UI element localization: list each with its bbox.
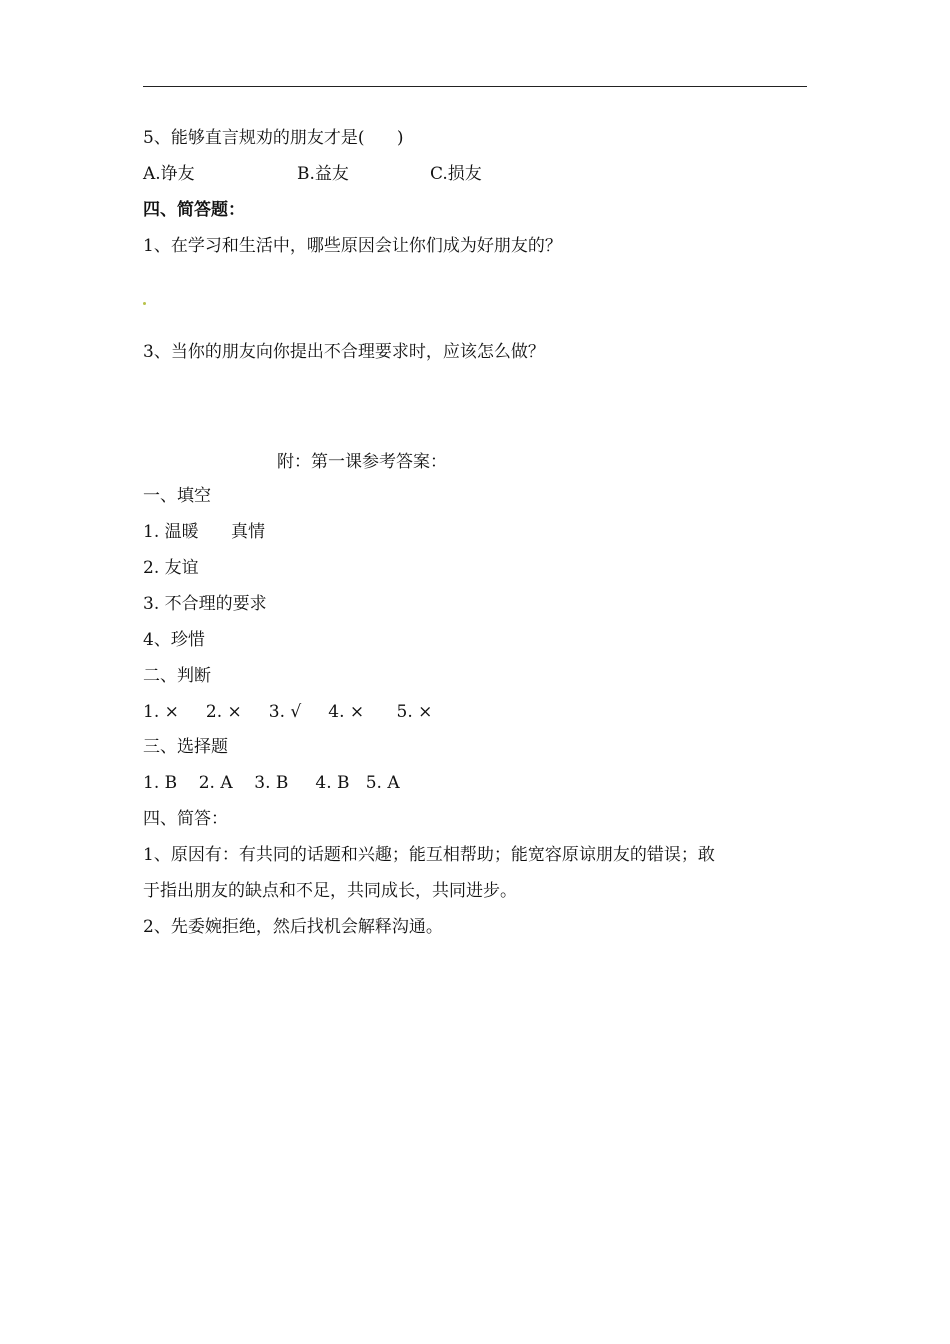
header-rule: [143, 86, 807, 87]
short-answer-2: 2、先委婉拒绝，然后找机会解释沟通。: [143, 917, 443, 937]
option-c: C.损友: [430, 164, 482, 184]
fill-answer-1: 1. 温暖 真情: [143, 522, 266, 542]
fill-answer-2: 2. 友谊: [143, 558, 199, 578]
fill-answer-4: 4、珍惜: [143, 630, 205, 650]
judge-section-title: 二、判断: [143, 666, 211, 686]
stray-dot: [143, 302, 146, 305]
judge-answers: 1. × 2. × 3. √ 4. × 5. ×: [143, 702, 433, 722]
short-section-title: 四、简答：: [143, 809, 228, 829]
choice-section-title: 三、选择题: [143, 737, 228, 757]
answers-title: 附：第一课参考答案：: [277, 452, 447, 472]
option-b: B.益友: [297, 164, 349, 184]
option-a: A.诤友: [143, 164, 195, 184]
fill-section-title: 一、填空: [143, 486, 211, 506]
short-answer-question-1: 1、在学习和生活中，哪些原因会让你们成为好朋友的？: [143, 236, 562, 256]
short-answer-1-line-2: 于指出朋友的缺点和不足，共同成长，共同进步。: [143, 881, 517, 901]
fill-answer-3: 3. 不合理的要求: [143, 594, 267, 614]
choice-answers: 1. B 2. A 3. B 4. B 5. A: [143, 773, 400, 793]
short-answer-1-line-1: 1、原因有：有共同的话题和兴趣；能互相帮助；能宽容原谅朋友的错误；敢: [143, 845, 715, 865]
short-answer-question-3: 3、当你的朋友向你提出不合理要求时，应该怎么做？: [143, 342, 545, 362]
question-5-stem: 5、能够直言规劝的朋友才是( ): [143, 128, 404, 148]
section-4-title: 四、简答题：: [143, 200, 245, 220]
